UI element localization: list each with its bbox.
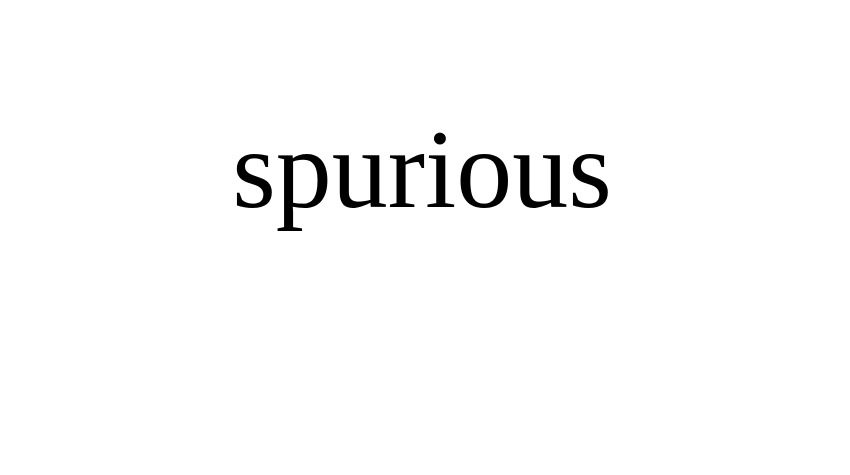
- display-word: spurious: [232, 108, 612, 232]
